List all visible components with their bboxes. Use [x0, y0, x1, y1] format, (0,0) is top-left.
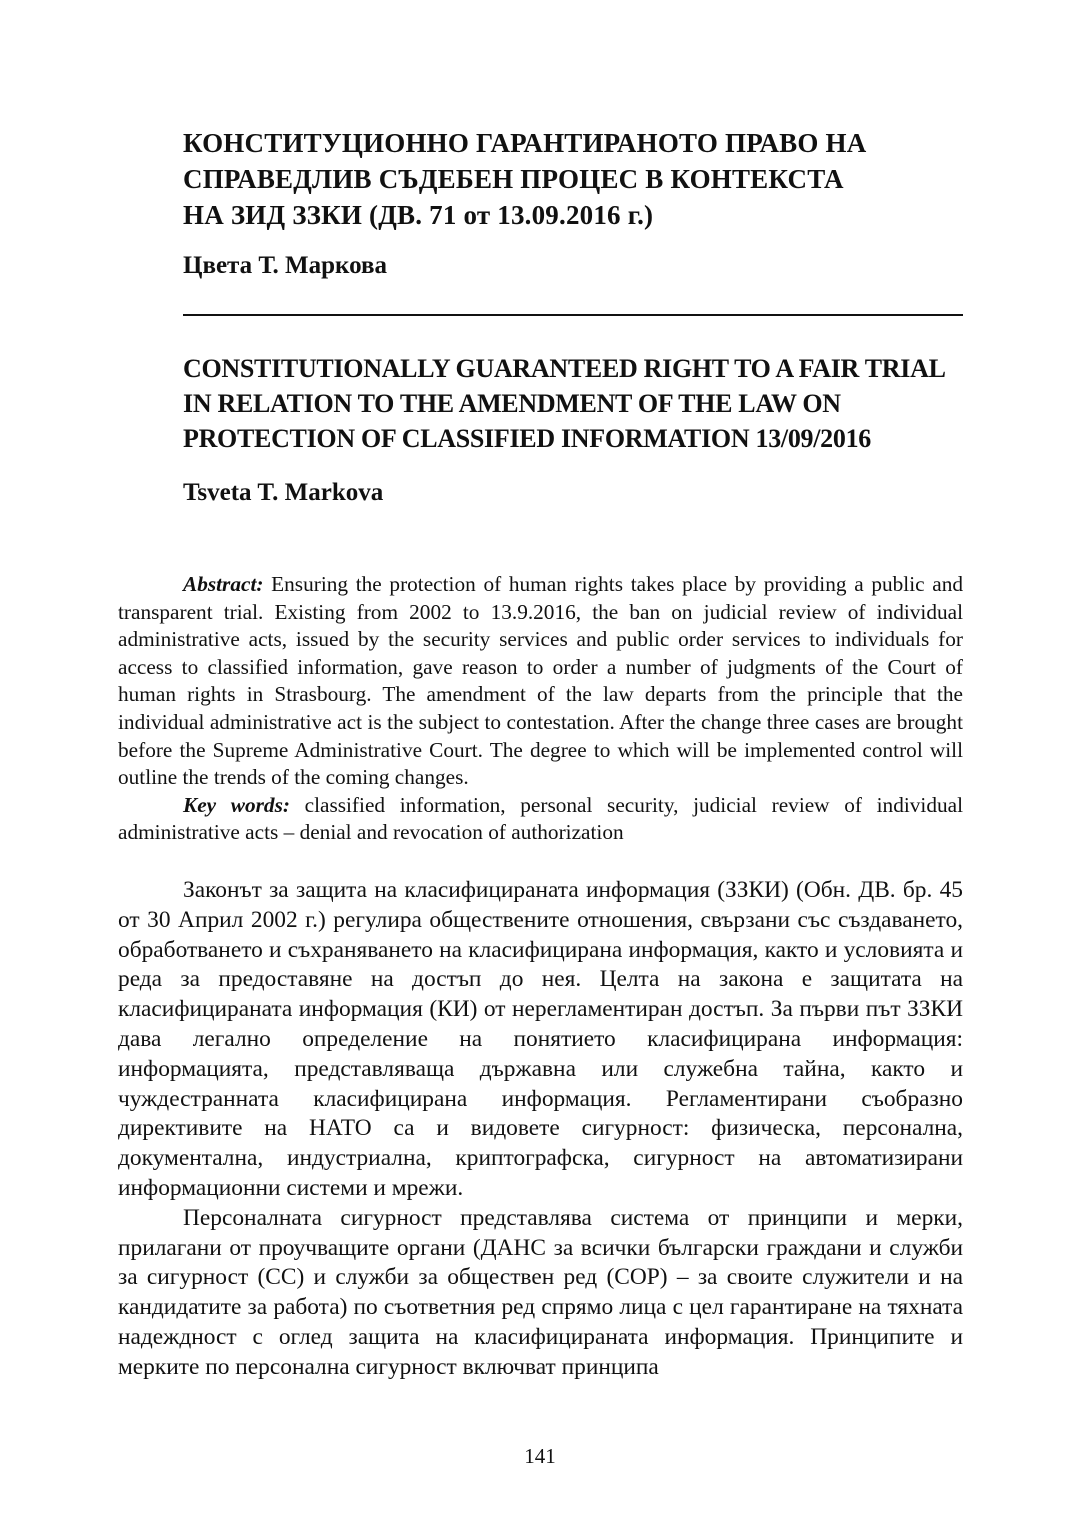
- keywords-paragraph: [118, 792, 963, 847]
- title-en-line: IN RELATION TO THE AMENDMENT OF THE LAW ON: [183, 389, 841, 418]
- title-divider: [183, 314, 963, 316]
- abstract-label: Abstract:: [183, 572, 264, 596]
- body-text: [118, 876, 963, 1383]
- title-en-line: PROTECTION OF CLASSIFIED INFORMATION 13/09/2016: [183, 424, 871, 453]
- body-paragraph: Персоналната сигурност представлява система от принципи и мерки, прилагани от проучващите органи (ДАНС за всички български граждани и служби за сигурност (СС) и служби за обществен ред (СОР) – за своите служители и на кандидатите за работа) по съответния ред спрямо лица с цел гарантиране на тяхната надеждност с оглед защита на класифицираната информация. Принципите и мерките по персонална сигурност включват принципа: [118, 1204, 963, 1380]
- page-number: 141: [524, 1444, 556, 1468]
- author-english: Tsveta T. Markova: [183, 479, 384, 506]
- title-en-line: CONSTITUTIONALLY GUARANTEED RIGHT TO A FAIR TRIAL: [183, 354, 946, 383]
- keywords-text: classified information, personal security, judicial review of individual administrative acts – denial and revocation of authorization: [118, 792, 963, 845]
- abstract-paragraph: [118, 571, 963, 792]
- title-bulgarian: [183, 125, 983, 233]
- body-paragraph: Законът за защита на класифицираната информация (ЗЗКИ) (Обн. ДВ. бр. 45 от 30 Април 2002 г.) регулира обществените отношения, свързани със създаването, обработването и съхраняването на класифицирана информация, както и условията и реда за предоставяне на достъп до нея. Целта на закона е защитата на класифицираната информация (КИ) от нерегламентиран достъп. За първи път ЗЗКИ дава легално определение на понятието класифицирана информация: информацията, представляваща държавна или служебна тайна, както и чуждестранната класифицирана информация. Регламентирани съобразно директивите на НАТО са и видовете сигурност: физическа, персонална, документална, индустриална, криптографска, сигурност на автоматизирани информационни системи и мрежи.: [118, 877, 963, 1201]
- abstract-block: [118, 571, 963, 847]
- title-bg-line: СПРАВЕДЛИВ СЪДЕБЕН ПРОЦЕС В КОНТЕКСТА: [183, 164, 844, 194]
- title-bg-line: НА ЗИД ЗЗКИ (ДВ. 71 от 13.09.2016 г.): [183, 200, 654, 230]
- author-bulgarian: Цвета Т. Маркова: [183, 252, 388, 279]
- title-english: [183, 351, 983, 456]
- title-bg-line: КОНСТИТУЦИОННО ГАРАНТИРАНОТО ПРАВО НА: [183, 128, 867, 158]
- keywords-label: Key words:: [183, 792, 290, 817]
- abstract-text: Ensuring the protection of human rights takes place by providing a public and transparent trial. Existing from 2002 to 13.9.2016, the ban on judicial review of individual administrative acts, issued by the security services and public order services to individuals for access to classified information, gave reason to order a number of judgments of the Court of human rights in Strasbourg. The amendment of the law departs from the principle that the individual administrative act is the subject to contestation. After the change three cases are brought before the Supreme Administrative Court. The degree to which will be implemented control will outline the trends of the coming changes.: [118, 572, 963, 790]
